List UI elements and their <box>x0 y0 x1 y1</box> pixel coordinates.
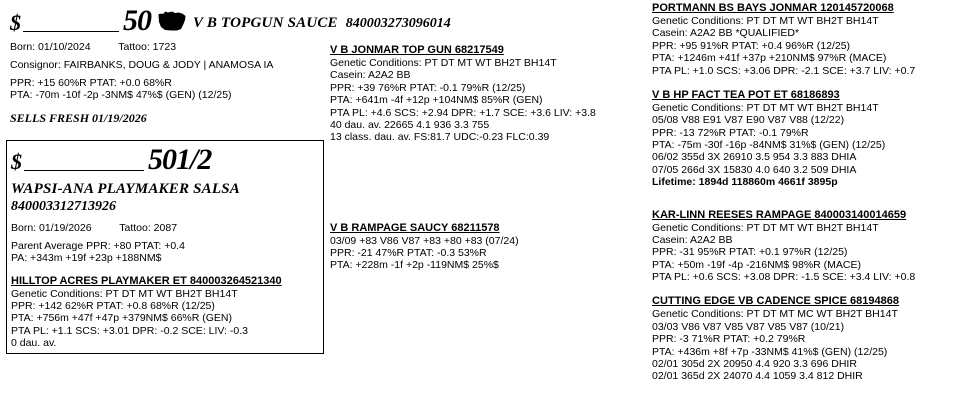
lot-stat-line: PTA: -70m -10f -2p -3NM$ 47%$ (GEN) (12/25) <box>10 89 232 102</box>
lot-stat-line: Parent Average PPR: +80 PTAT: +0.4 <box>11 239 185 252</box>
pedigree-line: PPR: +142 62%R PTAT: +0.8 68%R (12/25) <box>11 299 215 312</box>
lot-meta <box>10 41 320 126</box>
registration-number: 840003273096014 <box>345 16 451 31</box>
pedigree-line: PPR: +95 91%R PTAT: +0.4 96%R (12/25) <box>652 39 851 52</box>
pedigree-line: PPR: +39 76%R PTAT: -0.1 79%R (12/25) <box>330 81 526 94</box>
pedigree-column-2 <box>330 44 648 284</box>
lot-entry <box>6 140 324 355</box>
pedigree-line: PTA: +1246m +41f +37p +210NM$ 97%R (MACE) <box>652 52 887 65</box>
pedigree-line: PPR: -21 47%R PTAT: -0.3 53%R <box>330 247 487 259</box>
born-date: Born: 01/19/2026 <box>11 221 92 234</box>
lot-stat-line: PA: +343m +19f +23p +188NM$ <box>11 252 162 265</box>
pedigree-block <box>652 2 970 77</box>
pedigree-header: CUTTING EDGE VB CADENCE SPICE 68194868 <box>652 295 899 308</box>
pedigree-line: Casein: A2A2 BB <box>652 233 733 246</box>
consignor: Consignor: FAIRBANKS, DOUG & JODY | ANAMOSA IA <box>10 59 274 71</box>
pedigree-header: HILLTOP ACRES PLAYMAKER ET 840003264521340 <box>11 274 282 287</box>
pedigree-line: 03/03 V86 V87 V85 V87 V85 V87 (10/21) <box>652 320 845 333</box>
pedigree-line: PTA: +756m +47f +47p +379NM$ 66%R (GEN) <box>11 312 233 325</box>
pedigree-line: Genetic Conditions: PT DT MT WT BH2T BH14T <box>652 15 879 27</box>
iowa-state-outline-icon <box>157 9 187 33</box>
tattoo: Tattoo: 1723 <box>118 41 177 53</box>
price-blank-line <box>23 12 119 32</box>
pedigree-line: 06/02 355d 3X 26910 3.5 954 3.3 883 DHIA <box>652 151 857 164</box>
pedigree-header: V B HP FACT TEA POT ET 68186893 <box>652 88 840 101</box>
pedigree-line: PTA: +50m -19f -4p -216NM$ 98%R (MACE) <box>652 258 862 271</box>
pedigree-header: V B RAMPAGE SAUCY 68211578 <box>330 221 500 234</box>
pedigree-line: PTA PL: +4.6 SCS: +2.94 DPR: +1.7 SCE: +3.6 LIV: +3.8 <box>330 106 596 119</box>
pedigree-line: Genetic Conditions: PT DT MT WT BH2T BH14T <box>11 287 238 300</box>
pedigree-line: Genetic Conditions: PT DT MT WT BH2T BH14T <box>652 221 879 234</box>
pedigree-line: PTA: -75m -30f -16p -84NM$ 31%$ (GEN) (12/25) <box>652 139 886 151</box>
pedigree-line: 13 class. dau. av. FS:81.7 UDC:-0.23 FLC:0.39 <box>330 131 550 144</box>
lot-number-row <box>11 142 319 176</box>
pedigree-line: 07/05 266d 3X 15830 4.0 640 3.2 509 DHIA <box>652 163 857 176</box>
pedigree-block <box>652 209 970 284</box>
pedigree-line: 02/01 305d 2X 20950 4.4 920 3.3 696 DHIR <box>652 357 857 370</box>
pedigree-line: Casein: A2A2 BB *QUALIFIED* <box>652 27 800 40</box>
pedigree-line: PTA PL: +1.0 SCS: +3.06 DPR: -2.1 SCE: +3.7 LIV: +0.7 <box>652 64 916 77</box>
pedigree-block <box>330 44 648 144</box>
pedigree-line: PTA PL: +0.6 SCS: +3.08 DPR: -1.5 SCE: +3.4 LIV: +0.8 <box>652 271 916 283</box>
registration-number: 840003312713926 <box>11 198 116 214</box>
lifetime-line: Lifetime: 1894d 118860m 4661f 3895p <box>652 176 838 189</box>
sells-fresh-note: SELLS FRESH 01/19/2026 <box>10 110 147 125</box>
price-blank-line <box>24 151 144 171</box>
animal-name: V B TOPGUN SAUCE <box>193 15 338 31</box>
pedigree-line: 05/08 V88 E91 V87 E90 V87 V88 (12/22) <box>652 114 845 127</box>
lot-number-row <box>10 4 451 37</box>
pedigree-block <box>652 295 970 382</box>
pedigree-header: PORTMANN BS BAYS JONMAR 120145720068 <box>652 2 894 14</box>
lot-number-fraction: 1/2 <box>176 142 212 176</box>
lot-number: 50 <box>123 4 151 37</box>
pedigree-line: PPR: -31 95%R PTAT: +0.1 97%R (12/25) <box>652 246 848 259</box>
lot-number: 50 <box>148 142 176 176</box>
pedigree-header: KAR-LINN REESES RAMPAGE 840003140014659 <box>652 208 907 221</box>
price-dollar-sign: $ <box>11 148 22 174</box>
pedigree-line: 02/01 365d 2X 24070 4.4 1059 3.4 812 DHIR <box>652 370 863 383</box>
pedigree-line: Genetic Conditions: PT DT MT WT BH2T BH14T <box>652 101 879 114</box>
pedigree-line: 0 dau. av. <box>11 337 57 349</box>
pedigree-line: PPR: -3 71%R PTAT: +0.2 79%R <box>652 333 806 346</box>
born-date: Born: 01/10/2024 <box>10 41 91 53</box>
animal-name: WAPSI-ANA PLAYMAKER SALSA <box>11 180 240 197</box>
pedigree-line: Genetic Conditions: PT DT MT WT BH2T BH14T <box>330 57 557 69</box>
pedigree-line: 03/09 +83 V86 V87 +83 +80 +83 (07/24) <box>330 234 519 247</box>
pedigree-line: 40 dau. av. 22665 4.1 936 3.3 755 <box>330 118 490 131</box>
price-dollar-sign: $ <box>10 10 21 35</box>
lot-meta <box>11 222 319 265</box>
tattoo: Tattoo: 2087 <box>119 221 178 234</box>
pedigree-line: PTA PL: +1.1 SCS: +3.01 DPR: -0.2 SCE: LIV: -0.3 <box>11 324 248 337</box>
pedigree-line: Casein: A2A2 BB <box>330 69 411 82</box>
pedigree-header: V B JONMAR TOP GUN 68217549 <box>330 44 504 56</box>
pedigree-line: PTA: +641m -4f +12p +104NM$ 85%R (GEN) <box>330 94 543 107</box>
pedigree-line: PTA: +436m +8f +7p -33NM$ 41%$ (GEN) (12/25) <box>652 345 888 358</box>
pedigree-block <box>330 222 648 272</box>
pedigree-column-3 <box>652 2 970 395</box>
pedigree-line: PPR: -13 72%R PTAT: -0.1 79%R <box>652 126 809 139</box>
lot-stat-line: PPR: +15 60%R PTAT: +0.0 68%R <box>10 77 172 89</box>
pedigree-line: PTA: +228m -1f +2p -119NM$ 25%$ <box>330 259 499 272</box>
pedigree-block <box>652 89 970 189</box>
pedigree-line: Genetic Conditions: PT DT MT MC WT BH2T BH14T <box>652 308 898 321</box>
